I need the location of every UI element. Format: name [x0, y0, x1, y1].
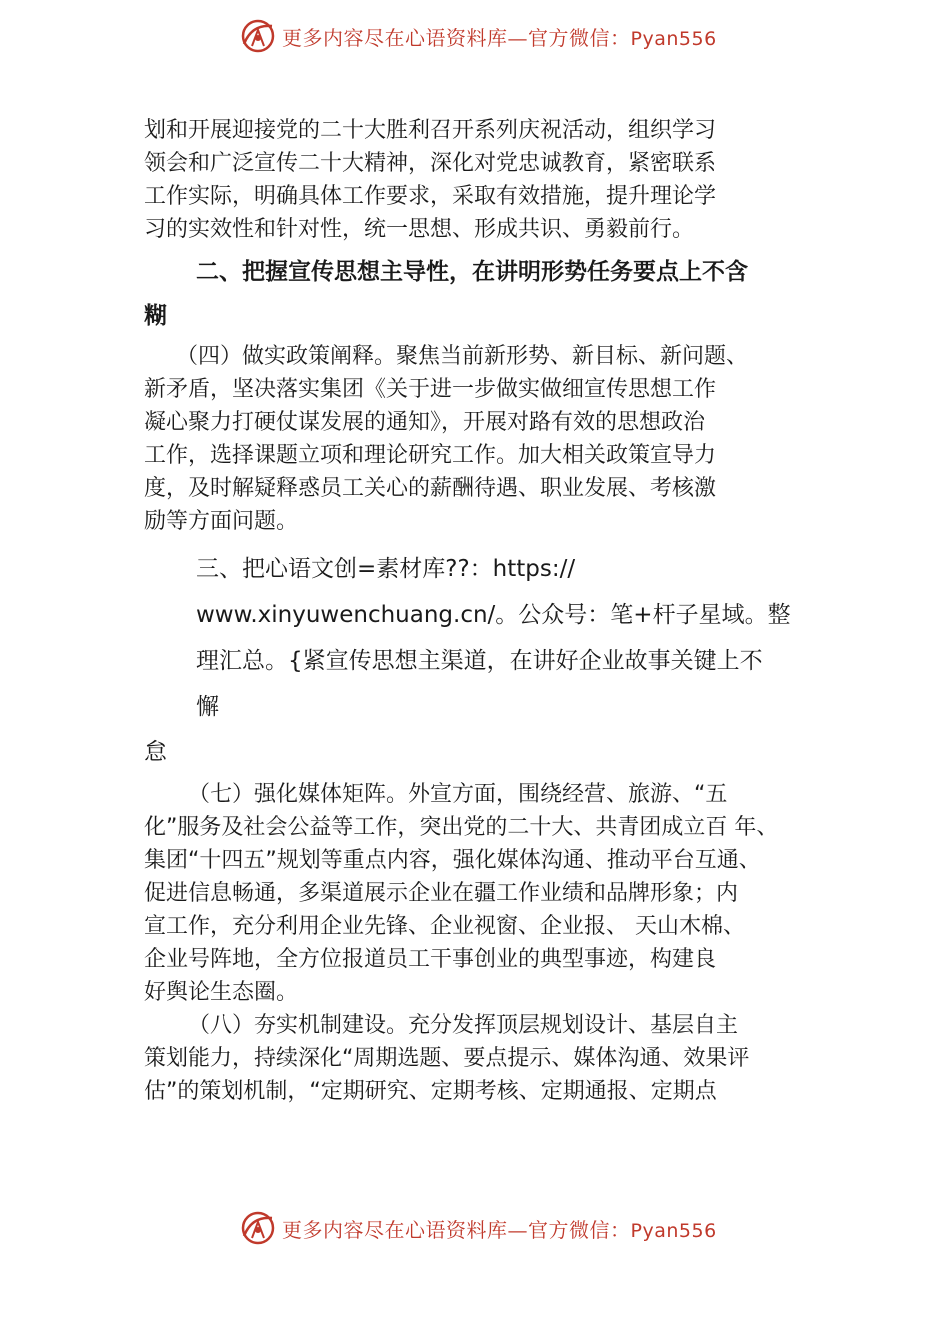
text-line: 凝心聚力打硬仗谋发展的通知》，开展对路有效的思想政治	[144, 410, 706, 435]
footer-banner-text: 更多内容尽在心语资料库—官方微信：Pyan556	[282, 1217, 717, 1242]
text-line: 化”服务及社会公益等工作，突出党的二十大、共青团成立百 年、	[144, 815, 779, 840]
text-line: 集团“十四五”规划等重点内容，强化媒体沟通、推动平台互通、	[144, 848, 761, 873]
text-line: 宣工作，充分利用企业先锋、企业视窗、企业报、 天山木棉、	[144, 914, 745, 939]
text-line: 好舆论生态圈。	[144, 980, 299, 1005]
heading-line: 糊	[144, 303, 167, 329]
text-line: （八）夯实机制建设。充分发挥顶层规划设计、基层自主	[188, 1013, 739, 1038]
heading-line: 三、把心语文创=素材库??：https://	[196, 556, 576, 582]
section-heading-3	[196, 546, 836, 730]
section-heading-2	[144, 250, 844, 338]
text-line: 领会和广泛宣传二十大精神，深化对党忠诚教育，紧密联系	[144, 151, 717, 176]
text-line: 工作，选择课题立项和理论研究工作。加大相关政策宣导力	[144, 443, 717, 468]
text-line: 策划能力，持续深化“周期选题、要点提示、媒体沟通、效果评	[144, 1046, 750, 1071]
text-line: （七）强化媒体矩阵。外宣方面，围绕经营、旅游、“五	[188, 782, 728, 807]
text-line: 企业号阵地，全方位报道员工干事创业的典型事迹，构建良	[144, 947, 717, 972]
brand-logo-icon	[238, 16, 278, 56]
heading-line: www.xinyuwenchuang.cn/。公众号：笔+杆子星域。整	[196, 602, 791, 628]
heading-line: 二、把握宣传思想主导性，在讲明形势任务要点上不含	[196, 259, 748, 285]
text-line: 估”的策划机制，“定期研究、定期考核、定期通报、定期点	[144, 1079, 717, 1104]
text-line: 习的实效性和针对性，统一思想、形成共识、勇毅前行。	[144, 217, 695, 242]
text-line: （四）做实政策阐释。聚焦当前新形势、新目标、新问题、	[176, 344, 749, 369]
paragraph-4	[144, 340, 844, 538]
header-banner	[238, 16, 738, 56]
document-body	[144, 114, 844, 1108]
heading-tail: 怠	[144, 739, 167, 765]
text-line: 度，及时解疑释惑员工关心的薪酬待遇、职业发展、考核激	[144, 476, 717, 501]
text-line: 促进信息畅通，多渠道展示企业在疆工作业绩和品牌形象；内	[144, 881, 739, 906]
footer-banner	[238, 1208, 738, 1248]
text-line: 划和开展迎接党的二十大胜利召开系列庆祝活动，组织学习	[144, 118, 717, 143]
brand-logo-icon	[238, 1208, 278, 1248]
text-line: 新矛盾，坚决落实集团《关于进一步做实做细宣传思想工作	[144, 377, 717, 402]
paragraph-intro	[144, 114, 844, 246]
paragraph-7	[144, 778, 844, 1009]
paragraph-8	[144, 1009, 844, 1108]
heading-line: 理汇总。{紧宣传思想主渠道，在讲好企业故事关键上不	[196, 648, 763, 674]
heading-line: 懈	[196, 694, 219, 720]
text-line: 工作实际，明确具体工作要求，采取有效措施，提升理论学	[144, 184, 717, 209]
text-line: 励等方面问题。	[144, 509, 299, 534]
header-banner-text: 更多内容尽在心语资料库—官方微信：Pyan556	[282, 25, 717, 50]
